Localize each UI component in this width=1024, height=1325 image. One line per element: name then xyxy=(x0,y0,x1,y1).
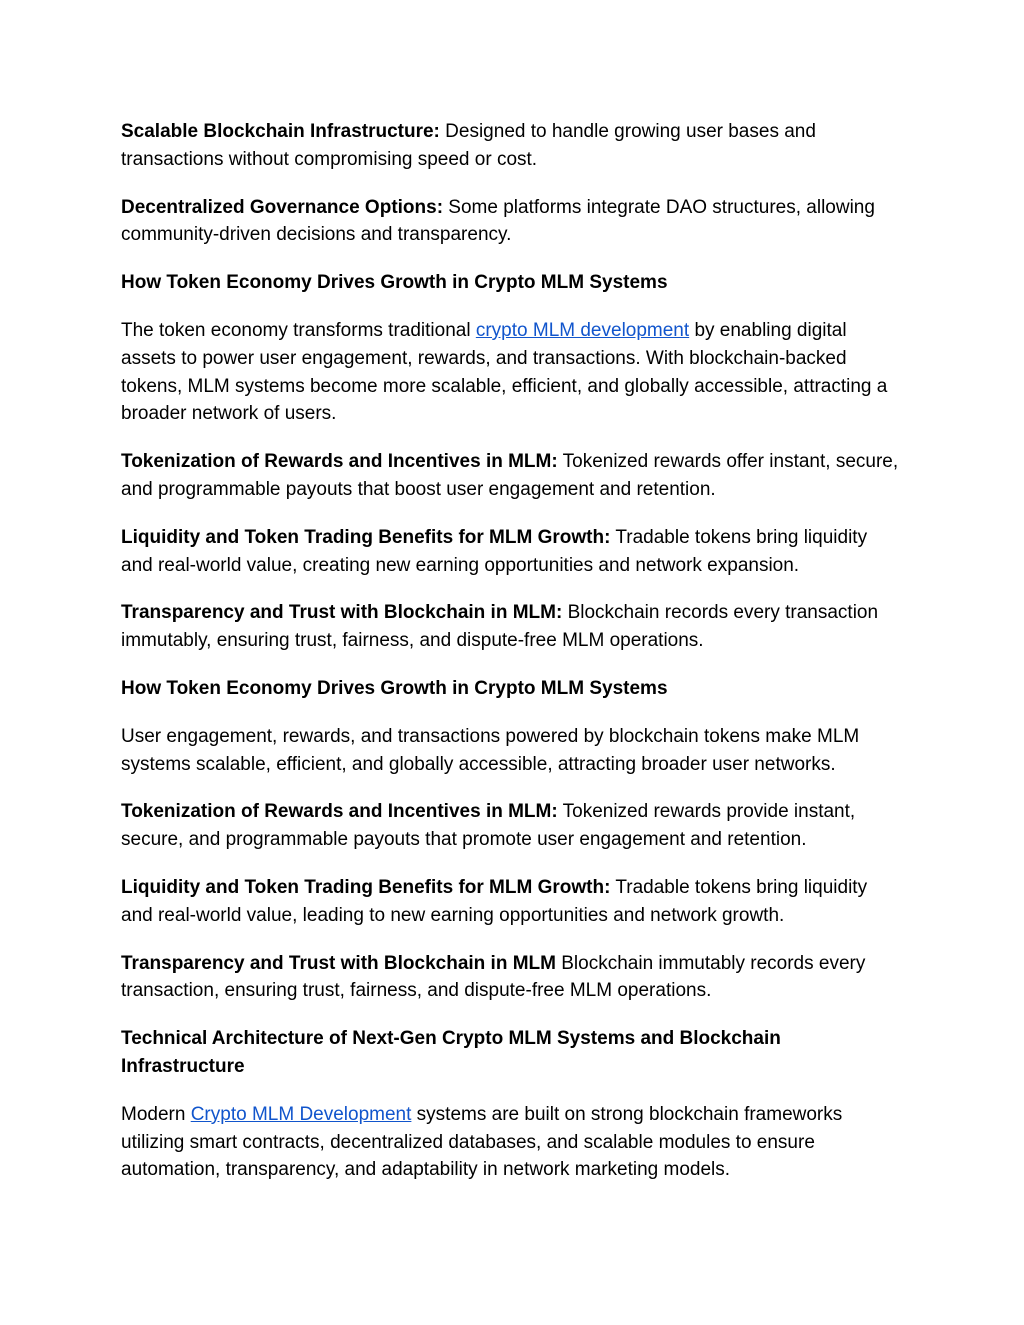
paragraph-user-engagement xyxy=(121,723,903,779)
paragraph-text: Some platforms integrate DAO structures, allowing community-driven decisions and transparency. xyxy=(121,196,875,246)
paragraph-lead: Scalable Blockchain Infrastructure: xyxy=(121,121,440,142)
paragraph-text: User engagement, rewards, and transactions powered by blockchain tokens make MLM systems scalable, efficient, and globally accessible, attracting broader user networks. xyxy=(121,725,860,775)
paragraph-transparency-trust-2 xyxy=(121,950,903,1006)
paragraph-liquidity-trading xyxy=(121,524,903,580)
paragraph-text: Tradable tokens bring liquidity and real-world value, leading to new earning opportunities and network growth. xyxy=(121,876,868,926)
paragraph-text: Modern xyxy=(121,1103,191,1125)
section-heading: How Token Economy Drives Growth in Crypto MLM Systems xyxy=(121,677,668,699)
paragraph-text: Tokenized rewards provide instant, secure, and programmable payouts that promote user engagement and retention. xyxy=(121,801,856,851)
paragraph-lead: Transparency and Trust with Blockchain in MLM: xyxy=(121,602,563,624)
paragraph-text: by enabling digital assets to power user engagement, rewards, and transactions. With blockchain-backed tokens, MLM systems become more scalable, efficient, and globally accessible, attracting a broader network of users. xyxy=(121,319,888,425)
paragraph-lead: Liquidity and Token Trading Benefits for MLM Growth: xyxy=(121,876,611,898)
paragraph-text: Blockchain immutably records every transaction, ensuring trust, fairness, and dispute-free MLM operations. xyxy=(121,952,866,1002)
paragraph-liquidity-trading-2 xyxy=(121,874,903,930)
paragraph-tokenization-rewards-2 xyxy=(121,798,903,854)
crypto-mlm-development-link[interactable]: Crypto MLM Development xyxy=(190,1103,412,1125)
crypto-mlm-development-link[interactable]: crypto MLM development xyxy=(475,319,690,341)
section-heading: Technical Architecture of Next-Gen Crypto MLM Systems and Blockchain Infrastructure xyxy=(121,1028,781,1077)
paragraph-text: systems are built on strong blockchain frameworks utilizing smart contracts, decentralized databases, and scalable modules to ensure automation, transparency, and adaptability in network marketing models. xyxy=(121,1103,843,1181)
paragraph-lead: Tokenization of Rewards and Incentives in MLM: xyxy=(121,451,558,473)
paragraph-lead: Liquidity and Token Trading Benefits for MLM Growth: xyxy=(121,526,611,548)
paragraph-text: Tradable tokens bring liquidity and real-world value, creating new earning opportunities and network expansion. xyxy=(121,526,868,576)
document-page xyxy=(121,118,903,1204)
paragraph-scalable-infrastructure xyxy=(121,118,903,174)
paragraph-lead: Transparency and Trust with Blockchain in MLM xyxy=(121,952,556,974)
paragraph-text: The token economy transforms traditional xyxy=(121,319,476,341)
paragraph-text: Tokenized rewards offer instant, secure, and programmable payouts that boost user engagement and retention. xyxy=(121,451,899,500)
paragraph-lead: Decentralized Governance Options: xyxy=(121,196,444,218)
paragraph-lead: Tokenization of Rewards and Incentives in MLM: xyxy=(121,801,558,823)
section-heading: How Token Economy Drives Growth in Crypto MLM Systems xyxy=(121,272,668,294)
paragraph-text: Blockchain records every transaction immutably, ensuring trust, fairness, and dispute-free MLM operations. xyxy=(121,602,879,652)
paragraph-text: Designed to handle growing user bases and transactions without compromising speed or cost. xyxy=(121,121,816,170)
paragraph-tokenization-rewards xyxy=(121,448,903,504)
paragraph-modern-crypto-mlm xyxy=(121,1101,903,1184)
paragraph-token-economy-intro xyxy=(121,317,903,428)
paragraph-decentralized-governance xyxy=(121,194,903,250)
paragraph-transparency-trust xyxy=(121,599,903,655)
